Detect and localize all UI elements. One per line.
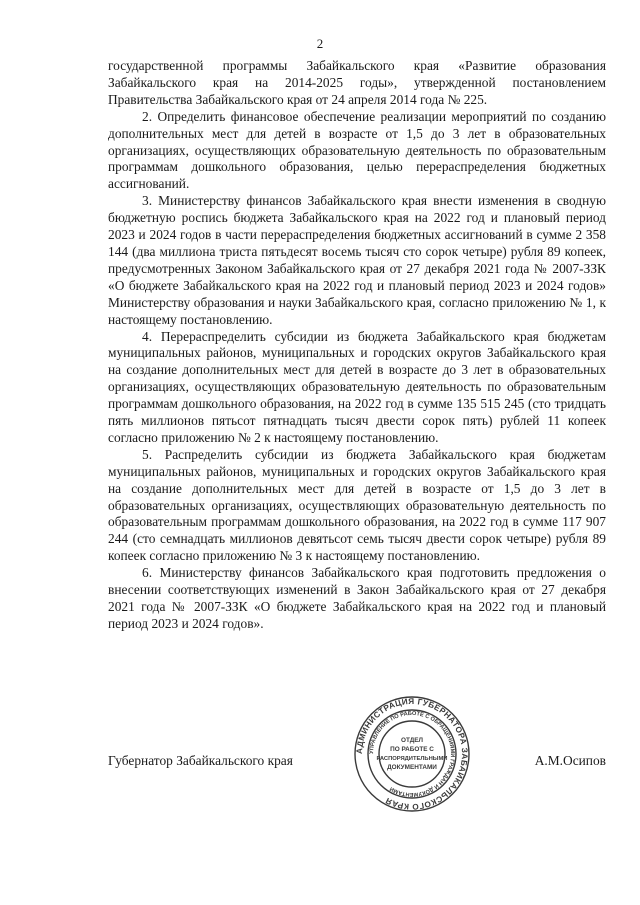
paragraph-item-5: 5. Распределить субсидии из бюджета Забайкальского края бюджетам муниципальных районов, муниципальных и городских округов Забайкальского края на создание дополнительных мест для детей в возрасте от 1,5 до 3 лет в образовательных организациях, осуществляющих образовательную деятельность по образовательным программам дошкольного образования, на 2022 год в сумме 117 907 244 (сто семнадцать миллионов девятьсот семь тысяч двести сорок четыре) рубля 89 копеек согласно приложению № 3 к настоящему постановлению. <box>108 446 606 564</box>
paragraph-continuation: государственной программы Забайкальского края «Развитие образования Забайкальского края на 2014-2025 годы», утвержденной постановлением Правительства Забайкальского края от 24 апреля 2014 года № 225. <box>108 58 606 107</box>
paragraph-item-4: 4. Перераспределить субсидии из бюджета Забайкальского края бюджетам муниципальных районов, муниципальных и городских округов Забайкальского края на создание дополнительных мест для детей в возрасте до 3 лет в образовательных организациях, осуществляющих образовательную деятельность по образовательным программам дошкольного образования, на 2022 год в сумме 135 515 245 (сто тридцать пять миллионов пятьсот пятнадцать тысяч двести сорок пять) рублей 11 копеек согласно приложению № 2 к настоящему постановлению. <box>108 328 606 445</box>
signatory-title: Губернатор Забайкальского края <box>108 753 293 768</box>
stamp-inner-text: УПРАВЛЕНИЕ ПО РАБОТЕ С ОБРАЩЕНИЯМИ ГРАЖДАН И ДОКУМЕНТАМИ <box>368 710 456 798</box>
paragraph-item-6: 6. Министерству финансов Забайкальского края подготовить предложения о внесении соответствующих изменений в Закон Забайкальского края от 27 декабря 2021 года № 2007-ЗЗК «О бюджете Забайкальского края на 2022 год и плановый период 2023 и 2024 годов». <box>108 565 606 631</box>
svg-text:УПРАВЛЕНИЕ ПО РАБОТЕ С ОБРАЩЕН <box>369 711 455 797</box>
official-stamp <box>352 694 472 814</box>
stamp-center-line: ПО РАБОТЕ С <box>390 746 434 753</box>
stamp-center-line: ДОКУМЕНТАМИ <box>387 764 437 771</box>
paragraph-item-2: 2. Определить финансовое обеспечение реализации мероприятий по созданию дополнительных мест для детей в возрасте от 1,5 до 3 лет в образовательных организациях, осуществляющих образовательную деятельность по образовательным программам дошкольного образования, целью перераспределения бюджетных ассигнований. <box>108 108 606 192</box>
stamp-outer-text: АДМИНИСТРАЦИЯ ГУБЕРНАТОРА ЗАБАЙКАЛЬСКОГО КРАЯ <box>354 696 470 812</box>
paragraph-item-3: 3. Министерству финансов Забайкальского края внести изменения в сводную бюджетную роспись бюджета Забайкальского края на 2022 год и плановый период 2023 и 2024 годов в части перераспределения бюджетных ассигнований в сумме 2 358 144 (два миллиона триста пятьдесят восемь тысяч сто сорок четыре) рубля 89 копеек, предусмотренных Законом Забайкальского края от 27 декабря 2021 года № 2007-ЗЗК «О бюджете Забайкальского края на 2022 год и плановый период 2023 и 2024 годов» Министерству образования и науки Забайкальского края, согласно приложению № 1, к настоящему постановлению. <box>108 193 606 327</box>
signatory-name: А.М.Осипов <box>534 753 606 768</box>
stamp-center-line: ОТДЕЛ <box>400 737 424 744</box>
document-body <box>108 58 606 633</box>
page-number: 2 <box>316 36 324 51</box>
stamp-center-line: РАСПОРЯДИТЕЛЬНЫМИ <box>376 756 448 762</box>
